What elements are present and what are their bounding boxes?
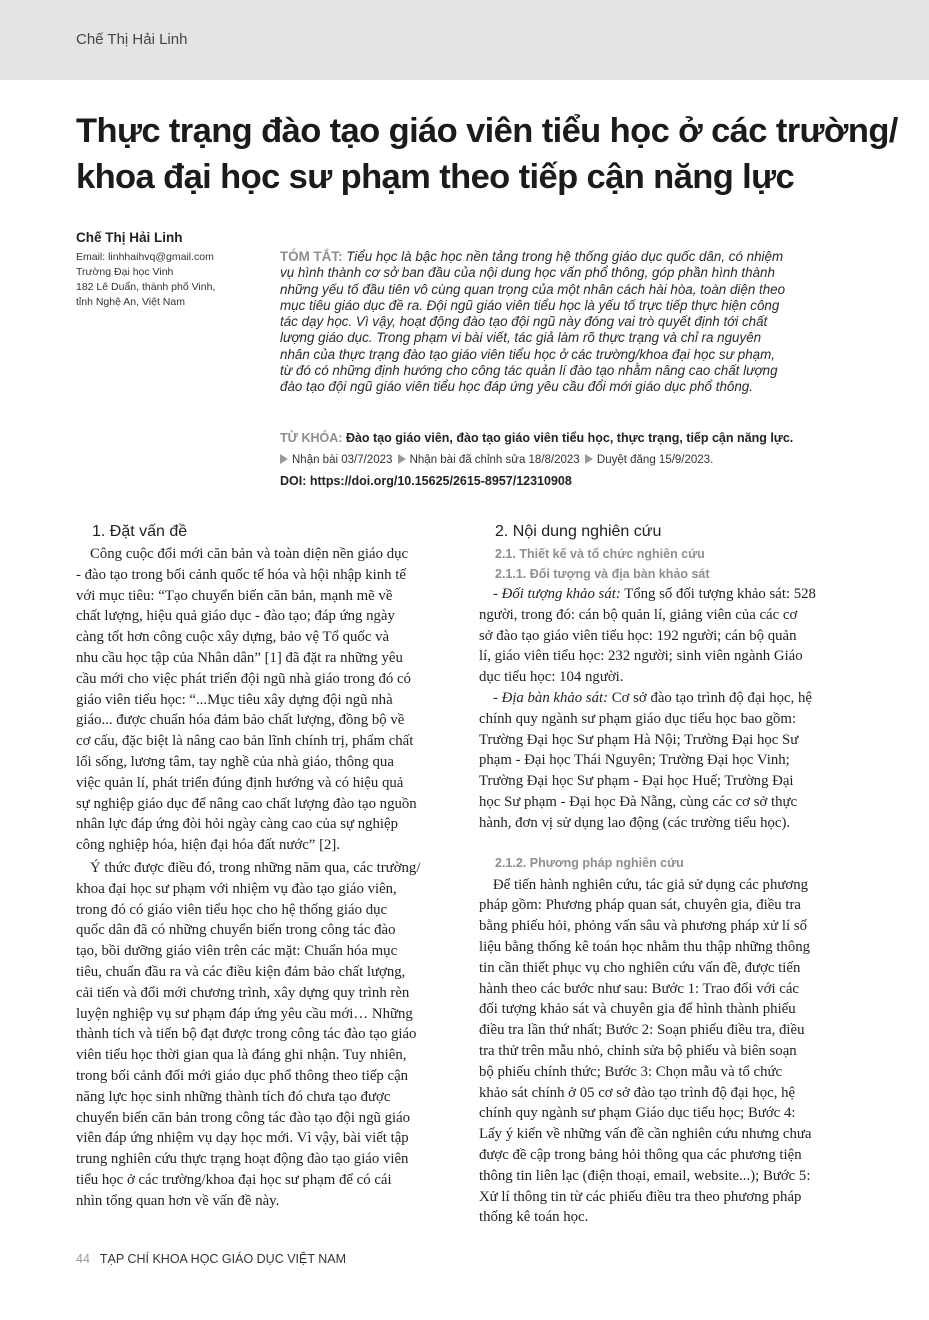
abstract-line: vụ hình thành cơ sở ban đầu của nội dung học vấn phổ thông, góp phần hình thành [280, 265, 775, 281]
abstract-line: tác dạy học. Vì vậy, hoạt động đào tạo đội ngũ này đóng vai trò quyết định tới chất [280, 314, 768, 330]
text-line: Lấy ý kiến về những vấn đề cần nghiên cứu nhưng chưa [479, 1126, 812, 1143]
text-line: công nghiệp hóa, hiện đại hóa đất nước” [2]. [76, 837, 341, 854]
subsection-2-1-2-heading: 2.1.2. Phương pháp nghiên cứu [495, 855, 684, 870]
arrow-right-icon [585, 454, 593, 464]
page-footer [76, 1252, 346, 1266]
abstract-line: lượng giáo dục. Trong phạm vi bài viết, tác giả làm rõ thực trạng và chỉ ra nguyên [280, 330, 762, 346]
text-line: hành theo các bước như sau: Bước 1: Trao đổi với các [479, 980, 799, 997]
text-line: quốc dân đã có những chuyển biến trong công tác đào [76, 922, 396, 939]
text-line: chính quy ngành sư phạm Giáo dục tiểu học; Bước 4: [479, 1105, 796, 1122]
affiliation-line: tỉnh Nghệ An, Việt Nam [76, 296, 185, 308]
text-line: pháp gồm: Phương pháp quan sát, chuyên gia, điều tra [479, 897, 801, 914]
text-line: liệu bằng thống kê toán học nhằm thu thập những thông [479, 938, 811, 955]
text-line: Công cuộc đổi mới căn bản và toàn diện nền giáo dục [90, 546, 409, 562]
keywords [280, 431, 793, 445]
text-line: viên đáp ứng nhiệm vụ dạy học mới. Vì vậy, bài viết tập [76, 1130, 409, 1147]
text-line: trong bối cảnh đổi mới giáo dục phổ thông theo tiếp cận [76, 1067, 409, 1084]
text-line: Để tiến hành nghiên cứu, tác giả sử dụng các phương [493, 876, 808, 893]
text-line: viên tiểu học thời gian qua là đáng ghi nhận. Tuy nhiên, [76, 1047, 407, 1064]
text-line: phạm - Đại học Thái Nguyên; Trường Đại học Vinh; [479, 752, 790, 769]
date-revised: Nhận bài đã chỉnh sửa 18/8/2023 [409, 454, 580, 466]
section-2-paragraph-3 [479, 875, 865, 1229]
text-line: nhu cầu học tập của Nhân dân” [1] đã đặt ra những yêu [76, 649, 403, 666]
keywords-label: TỪ KHÓA: [280, 431, 343, 445]
text-line: người, trong đó: cán bộ quản lí, giảng viên của các cơ [479, 606, 798, 623]
text-line: trung nghiên cứu thực trạng hoạt động đào tạo giáo viên [76, 1151, 409, 1168]
right-column [479, 522, 865, 1228]
text-line: được đề cập trong bảng hỏi thông qua các phương tiện [479, 1146, 802, 1163]
abstract-line: mục tiêu giáo dục đề ra. Đội ngũ giáo viên tiểu học là yếu tố trực tiếp thực hiện công [280, 297, 780, 313]
text-line: thành tích và tiến bộ đạt được trong công tác đào tạo giáo [76, 1026, 417, 1043]
text-line: lối sống, lương tâm, tay nghề của nhà giáo, thông qua [76, 753, 394, 770]
arrow-right-icon [280, 454, 288, 464]
page-number: 44 [76, 1252, 90, 1266]
text-line: tạo, bồi dưỡng giáo viên trên các mặt: Chuẩn hóa mục [76, 943, 398, 960]
text-line: cầu mới cho việc phát triển đội ngũ nhà giáo trong đó có [76, 670, 411, 687]
text-line: đối tượng khảo sát và chuyên gia để hình thành phiếu [479, 1001, 796, 1018]
abstract [280, 249, 866, 396]
text-line: cải tiến và đổi mới chương trình, xây dựng quy trình rèn [76, 984, 410, 1001]
text-line: giáo viên tiểu học: “...Mục tiêu xây dựng đội ngũ nhà [76, 691, 393, 708]
text-line: điều tra lần thứ nhất; Bước 2: Soạn phiếu điều tra, điều [479, 1022, 805, 1039]
text-line: việc quản lí, phát triển đúng định hướng và có hiệu quả [76, 774, 404, 791]
journal-name: TẠP CHÍ KHOA HỌC GIÁO DỤC VIỆT NAM [99, 1252, 347, 1266]
affiliation-email: Email: linhhaihvq@gmail.com [76, 251, 214, 263]
text-line: tiêu, chuẩn đầu ra và các điều kiện đảm bảo chất lượng, [76, 963, 406, 980]
author-name: Chế Thị Hải Linh [76, 230, 183, 245]
text-line: giáo... được chuẩn hóa đảm bảo chất lượng, đồng bộ về [76, 712, 405, 729]
date-accepted: Duyệt đăng 15/9/2023. [596, 454, 714, 466]
text-line: khảo sát chính ở 05 cơ sở đào tạo trình độ đại học, hệ [479, 1084, 796, 1101]
abstract-line: nhân của thực trạng đào tạo giáo viên tiểu học ở các trường/khoa đại học sư phạm, [280, 346, 775, 362]
abstract-line: đào tạo đội ngũ giáo viên tiểu học đáp ứng yêu cầu đổi mới giáo dục phổ thông. [280, 379, 753, 395]
text-line: Xử lí thông tin từ các phiếu điều tra theo phương pháp [479, 1188, 802, 1205]
text-line: năng lực học sinh những thành tích đó chưa tạo được [76, 1088, 391, 1105]
doi-link[interactable]: DOI: https://doi.org/10.15625/2615-8957/12310908 [280, 474, 572, 488]
section-2-paragraph-1 [479, 584, 865, 688]
text-line: dục tiểu học: 104 người. [479, 669, 624, 686]
text-line: tiểu học ở các trường/khoa đại học sư phạm để có cái [76, 1171, 392, 1188]
date-received: Nhận bài 03/7/2023 [292, 454, 393, 466]
text-line: trong đó có giáo viên tiểu học cho hệ thống giáo dục [76, 901, 388, 918]
text-line: khoa đại học sư phạm với nhiệm vụ đào tạo giáo viên, [76, 880, 397, 897]
text-line: học Sư phạm - Đại học Đà Nẵng, cùng các cơ sở thực [479, 793, 798, 810]
text-line: - đào tạo trong bối cảnh quốc tế hóa và hội nhập kinh tế [76, 566, 406, 583]
text-line: với mục tiêu: “Tạo chuyển biến căn bản, mạnh mẽ về [76, 587, 393, 604]
text-run: Cơ sở đào tạo trình độ đại học, hệ [608, 689, 812, 706]
left-column [76, 522, 462, 1212]
text-line: chuyển biến căn bản trong công tác đào tạo đội ngũ giáo [76, 1109, 411, 1126]
affiliation-line: 182 Lê Duẩn, thành phố Vinh, [76, 281, 216, 293]
area-label: - Địa bàn khảo sát: [493, 689, 609, 706]
text-line: Trường Đại học Sư phạm - Đại học Huế; Trường Đại [479, 773, 794, 790]
section-2-heading: 2. Nội dung nghiên cứu [495, 523, 662, 540]
section-2-paragraph-2 [479, 688, 865, 834]
abstract-label: TÓM TẮT: [280, 249, 343, 264]
text-line: cơ cấu, đặc biệt là nâng cao bản lĩnh chính trị, phẩm chất [76, 733, 414, 750]
article-title [76, 108, 898, 200]
title-line: Thực trạng đào tạo giáo viên tiểu học ở các trường/ [76, 112, 898, 150]
arrow-right-icon [398, 454, 406, 464]
affiliation-line: Trường Đại học Vinh [76, 266, 174, 278]
text-line: Ý thức được điều đó, trong những năm qua, các trường/ [90, 859, 421, 876]
abstract-line: những yếu tố đầu tiên vô cùng quan trọng của một nhân cách hài hòa, toàn diện theo [280, 281, 786, 297]
subsection-2-1-1-heading: 2.1.1. Đối tượng và địa bàn khảo sát [495, 567, 710, 581]
running-head-author: Chế Thị Hải Linh [76, 31, 188, 48]
abstract-line: từ đó có những định hướng cho công tác quản lí đào tạo nhằm nâng cao chất lượng [280, 363, 778, 379]
section-1-paragraph-1 [76, 544, 462, 856]
section-1-paragraph-2 [76, 858, 462, 1212]
author-affiliation [76, 250, 276, 310]
text-line: càng tốt hơn công cuộc xây dựng, bảo vệ Tổ quốc và [76, 629, 390, 646]
text-line: chính quy ngành sư phạm giáo dục tiểu học bao gồm: [479, 710, 797, 727]
text-line: hành, đơn vị sử dụng lao động (các trường tiểu học). [479, 814, 791, 831]
text-line: sở đào tạo giáo viên tiểu học: 192 người; cán bộ quản [479, 627, 797, 644]
text-line: Trường Đại học Sư phạm Hà Nội; Trường Đại học Sư [479, 731, 799, 748]
abstract-line: Tiểu học là bậc học nền tảng trong hệ thống giáo dục quốc dân, có nhiệm [346, 249, 784, 264]
text-line: tra thử trên mẫu nhỏ, chỉnh sửa bộ phiếu và biên soạn [479, 1042, 797, 1059]
text-line: thống kê toán học. [479, 1209, 589, 1226]
article-dates [280, 454, 713, 466]
subsection-2-1-heading: 2.1. Thiết kế và tổ chức nghiên cứu [495, 547, 705, 561]
text-line: tin cần thiết phục vụ cho nghiên cứu vấn đề, được tiến [479, 959, 801, 976]
text-line: bằng phiếu hỏi, phỏng vấn sâu và phương pháp xử lí số [479, 918, 807, 935]
title-line: khoa đại học sư phạm theo tiếp cận năng lực [76, 158, 795, 196]
text-line: thông tin liên lạc (điện thoại, email, website...); Bước 5: [479, 1167, 811, 1184]
section-1-heading: 1. Đặt vấn đề [92, 523, 188, 540]
text-line: nhân lực đáp ứng đòi hỏi ngày càng cao của sự nghiệp [76, 816, 398, 833]
text-line: sự nghiệp giáo dục để nâng cao chất lượng đào tạo nguồn [76, 795, 417, 812]
text-line: bộ phiếu chính thức; Bước 3: Chọn mẫu và tổ chức [479, 1063, 783, 1080]
keywords-text: Đào tạo giáo viên, đào tạo giáo viên tiểu học, thực trạng, tiếp cận năng lực. [345, 431, 794, 445]
text-line: luyện nghiệp vụ sư phạm đáp ứng yêu cầu mới… Những [76, 1005, 413, 1022]
text-run: Tổng số đối tượng khảo sát: 528 [620, 586, 816, 602]
text-line: chất lượng, hiệu quả giáo dục - đào tạo; đáp ứng ngày [76, 608, 395, 625]
subject-label: - Đối tượng khảo sát: [493, 586, 621, 602]
text-line: lí, giáo viên tiểu học: 232 người; sinh viên ngành Giáo [479, 648, 803, 665]
text-line: nhìn tổng quan hơn về vấn đề này. [76, 1192, 280, 1209]
